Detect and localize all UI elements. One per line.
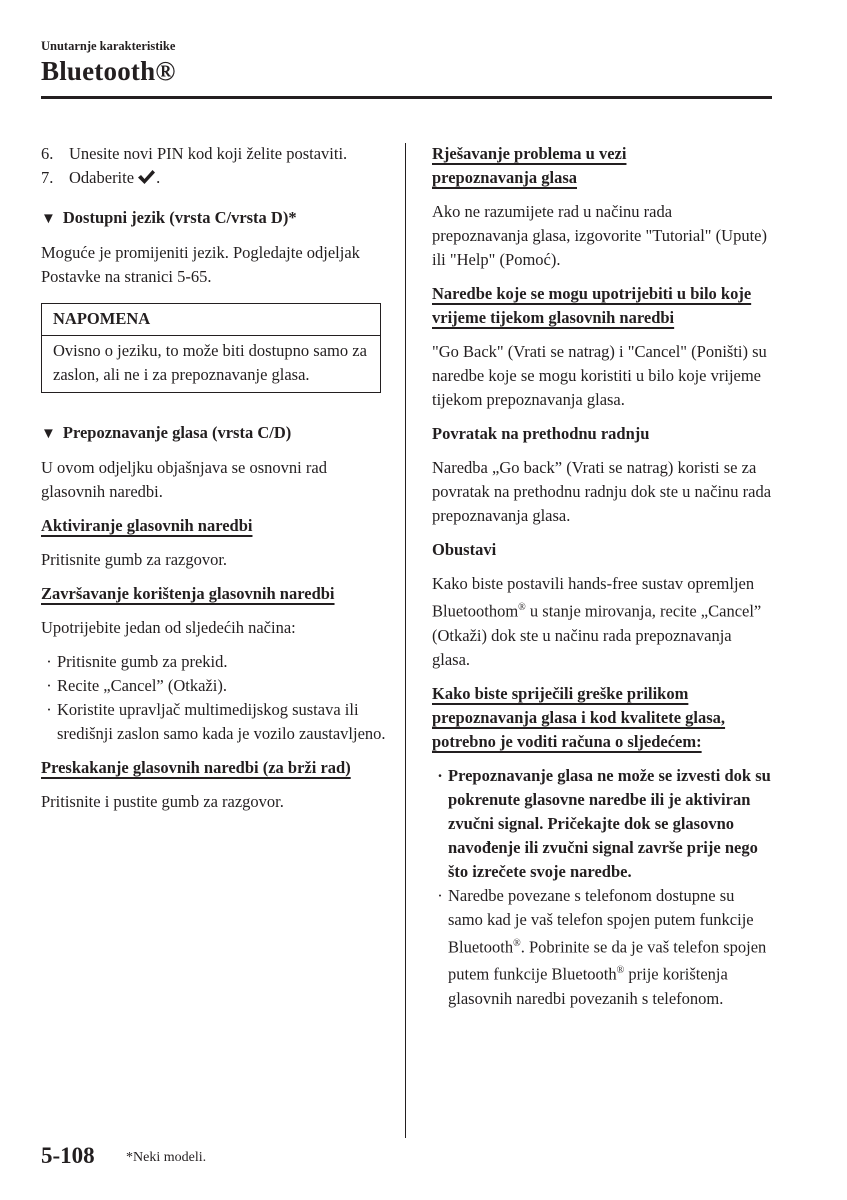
step-number: 6. — [41, 144, 54, 163]
stop-text: Kako biste postavili hands-free sustav opremljen Bluetoothom® u stanje mirovanja, recite „Cancel” (Otkaži) dok ste u načinu rada prepoznavanja glasa. — [432, 574, 762, 669]
anytime-heading: Naredbe koje se mogu upotrijebiti u bilo koje vrijeme tijekom glasovnih naredbi — [432, 284, 752, 327]
voice-heading-text: Prepoznavanje glasa (vrsta C/D) — [62, 423, 292, 442]
end-bullet-list — [41, 650, 386, 746]
anytime-text: "Go Back" (Vrati se natrag) i "Cancel" (Poništi) su naredbe koje se mogu koristiti u bilo koje vrijeme tijekom prepoznavanja glasa. — [432, 342, 767, 409]
language-heading — [41, 206, 386, 231]
step-7: 7. Odaberite . — [41, 166, 386, 192]
page-title: Bluetooth® — [41, 56, 176, 86]
avoid-bullet-list — [432, 764, 772, 1011]
list-item: · Pritisnite gumb za prekid. — [46, 652, 228, 671]
note-box — [41, 303, 381, 393]
end-heading: Završavanje korištenja glasovnih naredbi — [41, 584, 335, 603]
note-body: Ovisno o jeziku, to može biti dostupno samo za zaslon, ali ne i za prepoznavanje glasa. — [53, 341, 367, 384]
title-rule — [41, 96, 772, 99]
list-item: · Prepoznavanje glasa ne može se izvesti dok su pokrenute glasovne naredbe ili je aktiviran zvučni signal. Pričekajte dok se glasovno navođenje ili zvučni signal završe prije nego što izrečete svoje naredbe. — [437, 765, 771, 881]
voice-text: U ovom odjeljku objašnjava se osnovni rad glasovnih naredbi. — [41, 458, 327, 501]
step-6 — [41, 142, 386, 166]
note-title: NAPOMENA — [42, 304, 380, 336]
back-heading: Povratak na prethodnu radnju — [432, 424, 650, 443]
column-divider — [405, 143, 406, 1138]
page-number: 5-108 — [41, 1143, 95, 1168]
list-item: · Koristite upravljač multimedijskog sustava ili središnji zaslon samo kada je vozilo zaustavljeno. — [46, 700, 386, 743]
end-text: Upotrijebite jedan od sljedećih načina: — [41, 618, 296, 637]
skip-text: Pritisnite i pustite gumb za razgovor. — [41, 792, 284, 811]
footnote: *Neki modeli. — [126, 1150, 207, 1165]
check-icon — [137, 168, 156, 192]
activate-heading: Aktiviranje glasovnih naredbi — [41, 516, 253, 535]
avoid-heading: Kako biste spriječili greške prilikom prepoznavanja glasa i kod kvalitete glasa, potrebno je voditi računa o sljedećem: — [432, 683, 726, 751]
step-number: 7. — [41, 168, 54, 187]
list-item: · Recite „Cancel” (Otkaži). — [46, 676, 227, 695]
step-text: Odaberite — [69, 168, 135, 187]
trouble-heading: Rješavanje problema u vezi prepoznavanja glasa — [432, 144, 627, 187]
section-label: Unutarnje karakteristike — [41, 39, 176, 53]
language-text: Moguće je promijeniti jezik. Pogledajte odjeljak Postavke na stranici 5-65. — [41, 243, 360, 286]
left-column — [41, 142, 386, 814]
skip-heading: Preskakanje glasovnih naredbi (za brži rad) — [41, 758, 351, 777]
stop-heading: Obustavi — [432, 540, 497, 559]
trouble-text: Ako ne razumijete rad u načinu rada prepoznavanja glasa, izgovorite "Tutorial" (Upute) ili "Help" (Pomoć). — [432, 202, 767, 269]
right-column — [432, 142, 772, 1011]
down-triangle-icon: ▼ — [41, 211, 56, 227]
back-text: Naredba „Go back” (Vrati se natrag) koristi se za povratak na prethodnu radnju dok ste u načinu rada prepoznavanja glasa. — [432, 458, 772, 525]
list-item: · Naredbe povezane s telefonom dostupne su samo kad je vaš telefon spojen putem funkcije Bluetooth®. Pobrinite se da je vaš telefon spojen putem funkcije Bluetooth® prije korištenja glasovnih naredbi povezanih s telefonom. — [437, 885, 767, 1008]
language-heading-text: Dostupni jezik (vrsta C/vrsta D)* — [62, 208, 297, 227]
down-triangle-icon: ▼ — [41, 426, 56, 442]
voice-heading — [41, 421, 386, 446]
activate-text: Pritisnite gumb za razgovor. — [41, 550, 228, 569]
step-text: Unesite novi PIN kod koji želite postaviti. — [69, 144, 348, 163]
